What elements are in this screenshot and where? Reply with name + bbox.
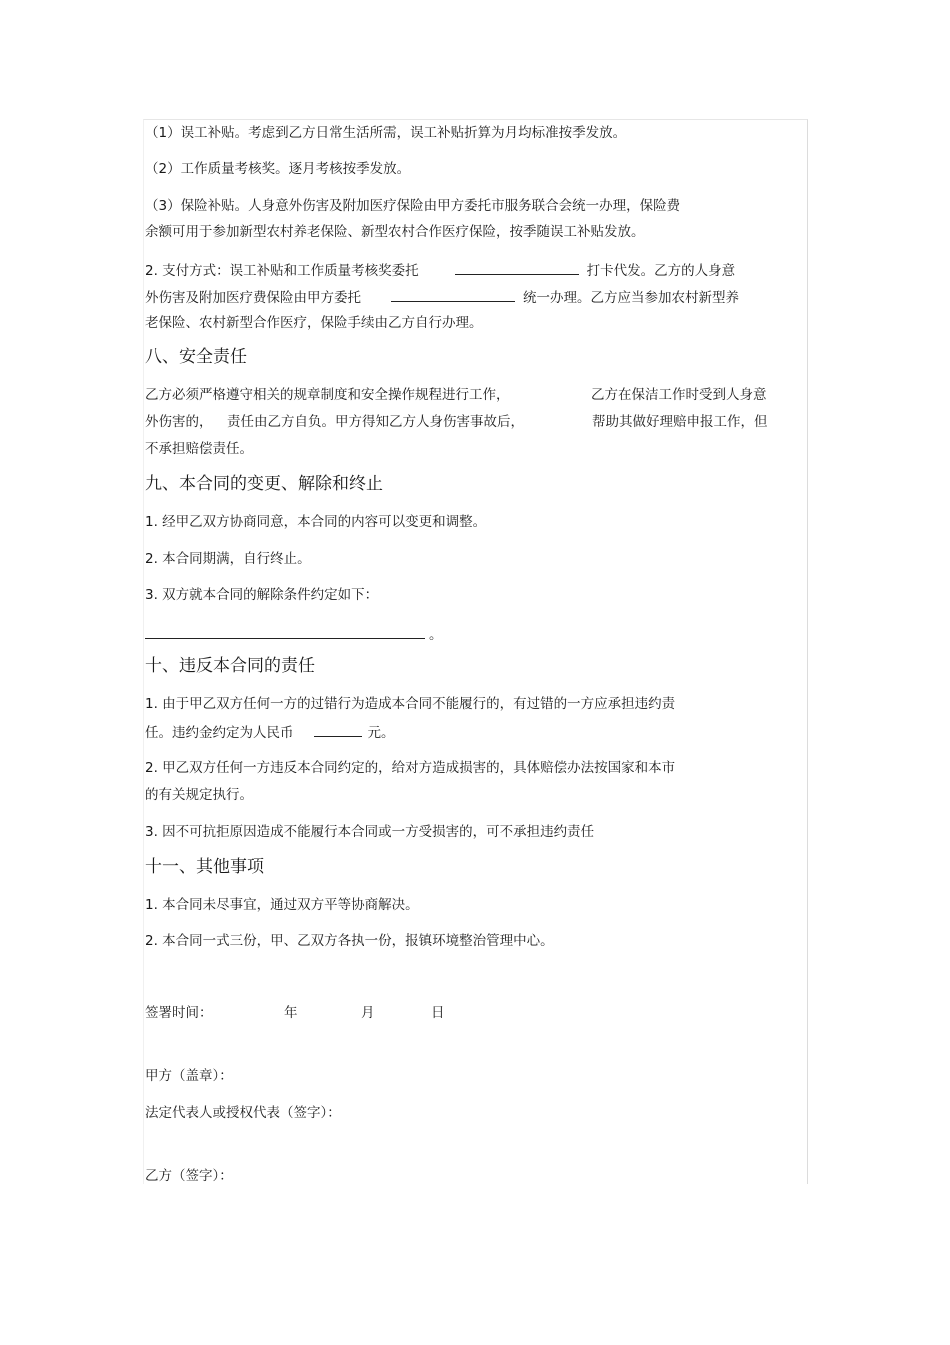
termination-conditions-blank[interactable] xyxy=(145,624,425,639)
sec9-line-4 xyxy=(145,624,443,644)
sec11-line-2: 2. 本合同一式三份，甲、乙双方各执一份，报镇环境整治管理中心。 xyxy=(145,933,554,949)
sec10-text: 元。 xyxy=(367,725,395,741)
sec8-line-1b: 乙方在保洁工作时受到人身意 xyxy=(591,387,767,403)
item-2: （2）工作质量考核奖。逐月考核按季发放。 xyxy=(145,161,411,177)
sec9-line-1: 1. 经甲乙双方协商同意，本合同的内容可以变更和调整。 xyxy=(145,514,487,530)
sec10-line-4: 的有关规定执行。 xyxy=(145,787,253,803)
sec9-period: 。 xyxy=(429,627,443,643)
item-3-line-2: 余额可用于参加新型农村养老保险、新型农村合作医疗保险，按季随误工补贴发放。 xyxy=(145,224,645,240)
sec8-line-2a: 外伤害的， xyxy=(145,414,213,430)
payment-text: 统一办理。乙方应当参加农村新型养 xyxy=(523,290,739,306)
payment-text: 2. 支付方式：误工补贴和工作质量考核奖委托 xyxy=(145,263,419,279)
sec10-line-2 xyxy=(145,722,395,742)
payment-line-1 xyxy=(145,260,735,280)
payment-blank-2[interactable] xyxy=(391,287,515,302)
party-a-seal: 甲方（盖章）： xyxy=(145,1068,233,1084)
payment-line-2 xyxy=(145,287,739,307)
payment-text: 打卡代发。乙方的人身意 xyxy=(586,263,736,279)
sec8-line-2b: 责任由乙方自负。甲方得知乙方人身伤害事故后， xyxy=(227,414,524,430)
payment-line-3: 老保险、农村新型合作医疗，保险手续由乙方自行办理。 xyxy=(145,315,483,331)
sec9-line-2: 2. 本合同期满，自行终止。 xyxy=(145,551,311,567)
signing-time-label: 签署时间： xyxy=(145,1005,213,1021)
sec9-line-3: 3. 双方就本合同的解除条件约定如下： xyxy=(145,587,379,603)
party-b-signature: 乙方（签字）： xyxy=(145,1168,233,1184)
section-11-heading: 十一、其他事项 xyxy=(145,857,264,877)
item-1: （1）误工补贴。考虑到乙方日常生活所需，误工补贴折算为月均标准按季发放。 xyxy=(145,125,627,141)
sec10-line-1: 1. 由于甲乙双方任何一方的过错行为造成本合同不能履行的，有过错的一方应承担违约责 xyxy=(145,696,676,712)
signing-day: 日 xyxy=(431,1005,445,1021)
sec10-line-5: 3. 因不可抗拒原因造成不能履行本合同或一方受损害的，可不承担违约责任 xyxy=(145,824,595,840)
item-3-line-1: （3）保险补贴。人身意外伤害及附加医疗保险由甲方委托市服务联合会统一办理，保险费 xyxy=(145,198,681,214)
representative-signature: 法定代表人或授权代表（签字）： xyxy=(145,1105,341,1121)
sec11-line-1: 1. 本合同未尽事宜，通过双方平等协商解决。 xyxy=(145,897,419,913)
sec8-line-3: 不承担赔偿责任。 xyxy=(145,441,253,457)
section-10-heading: 十、违反本合同的责任 xyxy=(145,656,315,676)
signing-year: 年 xyxy=(284,1005,298,1021)
penalty-amount-blank[interactable] xyxy=(314,722,362,737)
sec10-line-3: 2. 甲乙双方任何一方违反本合同约定的，给对方造成损害的，具体赔偿办法按国家和本市 xyxy=(145,760,676,776)
payment-text: 外伤害及附加医疗费保险由甲方委托 xyxy=(145,290,361,306)
section-8-heading: 八、安全责任 xyxy=(145,347,247,367)
sec8-line-1a: 乙方必须严格遵守相关的规章制度和安全操作规程进行工作， xyxy=(145,387,510,403)
payment-blank-1[interactable] xyxy=(455,260,579,275)
sec10-text: 任。违约金约定为人民币 xyxy=(145,725,294,741)
section-9-heading: 九、本合同的变更、解除和终止 xyxy=(145,474,383,494)
sec8-line-2c: 帮助其做好理赔申报工作，但 xyxy=(592,414,768,430)
signing-month: 月 xyxy=(361,1005,375,1021)
